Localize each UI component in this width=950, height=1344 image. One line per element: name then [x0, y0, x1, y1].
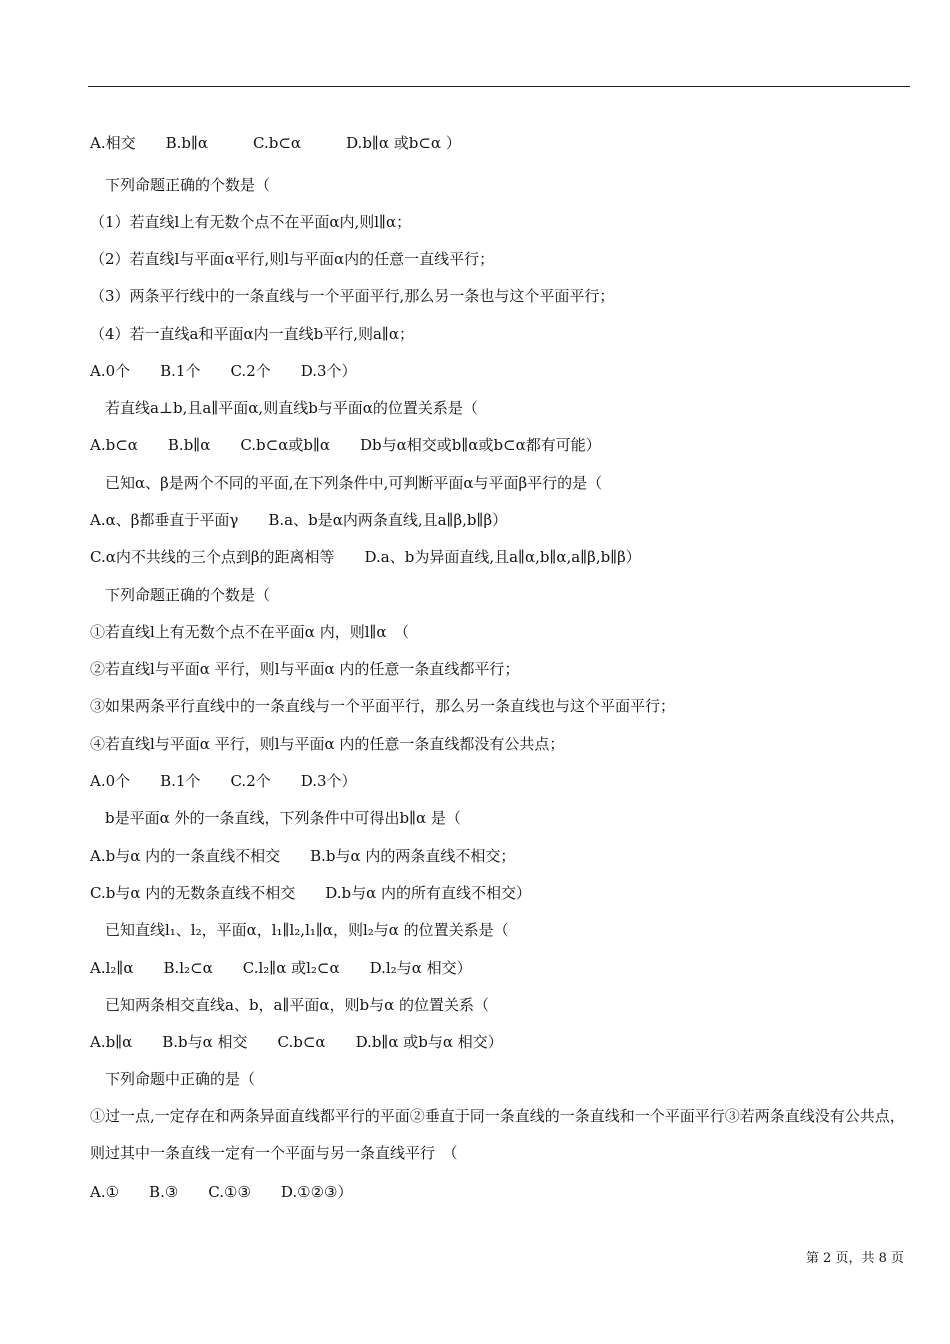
question-option-line: A.l₂∥α B.l₂⊂α C.l₂∥α 或l₂⊂α D.l₂与α 相交） — [90, 959, 472, 977]
header-rule — [88, 86, 910, 87]
question-stem: 下列命题正确的个数是（ — [90, 586, 271, 604]
statement-line: ④若直线l与平面α 平行，则l与平面α 内的任意一条直线都没有公共点； — [90, 735, 565, 753]
statement-line: ①若直线l上有无数个点不在平面α 内，则l∥α （ — [90, 623, 410, 641]
question-option-line: A.相交 B.b∥α C.b⊂α D.b∥α 或b⊂α ） — [90, 134, 461, 152]
question-stem: 已知两条相交直线a、b，a∥平面α，则b与α 的位置关系（ — [90, 996, 490, 1014]
question-stem: 已知直线l₁、l₂，平面α，l₁∥l₂,l₁∥α，则l₂与α 的位置关系是（ — [90, 921, 509, 939]
statement-line: （3）两条平行线中的一条直线与一个平面平行,那么另一条也与这个平面平行； — [90, 287, 615, 305]
question-option-line: A.b∥α B.b与α 相交 C.b⊂α D.b∥α 或b与α 相交） — [90, 1033, 503, 1051]
question-option-line: A.0个 B.1个 C.2个 D.3个） — [90, 772, 357, 790]
statement-line: （1）若直线l上有无数个点不在平面α内,则l∥α； — [90, 213, 412, 231]
question-option-line: A.0个 B.1个 C.2个 D.3个） — [90, 362, 357, 380]
statement-line: （4）若一直线a和平面α内一直线b平行,则a∥α； — [90, 325, 414, 343]
question-stem: 若直线a⊥b,且a∥平面α,则直线b与平面α的位置关系是（ — [90, 399, 478, 417]
statement-line: （2）若直线l与平面α平行,则l与平面α内的任意一直线平行； — [90, 250, 495, 268]
question-option-line: C.α内不共线的三个点到β的距离相等 D.a、b为异面直线,且a∥α,b∥α,a∥β,b∥β） — [90, 548, 641, 566]
page-footer: 第 2 页，共 8 页 — [805, 1251, 904, 1266]
question-option-line: A.b⊂α B.b∥α C.b⊂α或b∥α Db与α相交或b∥α或b⊂α都有可能） — [90, 436, 601, 454]
statement-paragraph: ①过一点,一定存在和两条异面直线都平行的平面②垂直于同一条直线的一条直线和一个平面平行③若两条直线没有公共点，则过其中一条直线一定有一个平面与另一条直线平行 （ — [90, 1107, 905, 1162]
statement-line: ③如果两条平行直线中的一条直线与一个平面平行，那么另一条直线也与这个平面平行； — [90, 697, 676, 715]
question-stem: 下列命题中正确的是（ — [90, 1070, 256, 1088]
question-option-line: A.① B.③ C.①③ D.①②③） — [90, 1183, 353, 1201]
question-stem: 下列命题正确的个数是（ — [90, 176, 271, 194]
question-stem: 已知α、β是两个不同的平面,在下列条件中,可判断平面α与平面β平行的是（ — [90, 474, 603, 492]
question-option-line: A.α、β都垂直于平面γ B.a、b是α内两条直线,且a∥β,b∥β） — [90, 511, 508, 529]
question-option-line: C.b与α 内的无数条直线不相交 D.b与α 内的所有直线不相交） — [90, 884, 531, 902]
question-stem: b是平面α 外的一条直线，下列条件中可得出b∥α 是（ — [90, 809, 461, 827]
question-option-line: A.b与α 内的一条直线不相交 B.b与α 内的两条直线不相交； — [90, 847, 516, 865]
statement-line: ②若直线l与平面α 平行，则l与平面α 内的任意一条直线都平行； — [90, 660, 520, 678]
